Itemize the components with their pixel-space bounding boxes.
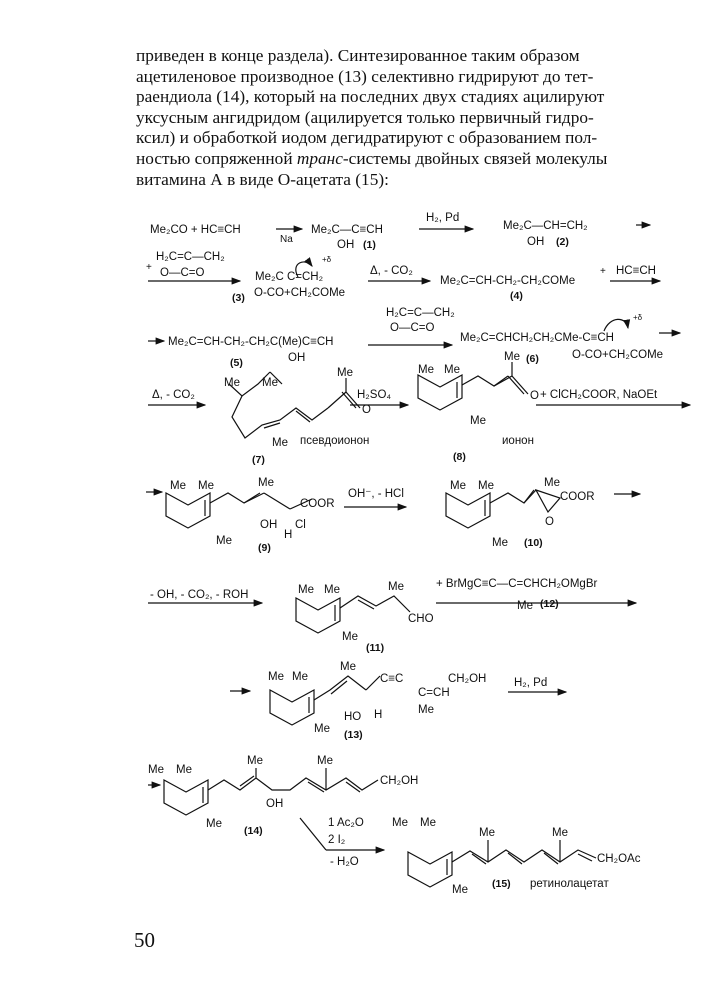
compound-number: (6) xyxy=(526,353,539,365)
reagent-label: 2 I₂ xyxy=(328,834,346,846)
alkene-label: C=CH xyxy=(418,687,450,699)
italic-term: транс xyxy=(296,148,343,168)
compound-number: (9) xyxy=(258,542,271,554)
ester-label: COOR xyxy=(300,498,335,510)
hydroxyl-label: OH xyxy=(527,236,545,248)
bond xyxy=(452,850,596,862)
methyl-label: Me xyxy=(292,671,308,683)
methyl-label: Me xyxy=(198,480,214,492)
electron-arrow xyxy=(604,319,628,331)
double-bond xyxy=(358,600,374,609)
bond xyxy=(512,376,528,394)
compound-formula: Me₂C=CH-CH₂-CH₂COMe xyxy=(440,275,576,287)
bond xyxy=(314,676,366,700)
methyl-label: Me xyxy=(418,364,434,376)
text-line: раендиола (14), который на последних двух стадиях ацилируют xyxy=(136,87,605,107)
charge-label: +δ xyxy=(322,255,332,264)
acetoxymethyl-label: CH₂OAc xyxy=(597,853,641,865)
compound-formula: Me₂C C=CH₂ xyxy=(255,271,324,283)
methyl-label: Me xyxy=(470,415,486,427)
compound-number: (8) xyxy=(453,451,466,463)
oxygen-label: O xyxy=(530,390,539,402)
methyl-label: Me xyxy=(206,818,222,830)
methyl-label: Me xyxy=(324,584,340,596)
reagent-formula: O—C=O xyxy=(160,267,205,279)
hydrogen-label: H xyxy=(374,709,383,721)
reagent-label: - OH, - CO₂, - ROH xyxy=(150,589,249,601)
cyclohexene-ring xyxy=(166,493,210,528)
compound-number: (10) xyxy=(524,537,543,549)
text-segment: -системы двойных связей молекулы xyxy=(342,148,608,168)
alkyne-label: C≡C xyxy=(380,673,404,685)
methyl-label: Me xyxy=(420,817,436,829)
compound-formula: Me₂C—CH=CH₂ xyxy=(503,220,588,232)
hydroxyl-label: OH xyxy=(288,352,306,364)
reagent-formula: HC≡CH xyxy=(616,265,656,277)
compound-formula: Me₂C=CH-CH₂-CH₂C(Me)C≡CH xyxy=(168,336,334,348)
compound-name: псевдоионон xyxy=(300,435,370,447)
chlorine-label: Cl xyxy=(295,519,306,531)
cyclohexene-ring xyxy=(270,690,314,725)
methyl-label: Me xyxy=(517,600,533,612)
hydroxymethyl-label: CH₂OH xyxy=(448,673,487,685)
hydroxyl-label: OH xyxy=(260,519,278,531)
compound-number: (5) xyxy=(230,357,243,369)
methyl-label: Me xyxy=(170,480,186,492)
reagent-label: + BrMgC≡C—C=CHCH₂OMgBr xyxy=(436,578,598,590)
compound-number: (12) xyxy=(540,598,559,610)
methyl-label: Me xyxy=(268,671,284,683)
methyl-label: Me xyxy=(478,480,494,492)
bond xyxy=(232,396,328,438)
reagent-label: 1 Ac₂O xyxy=(328,817,364,829)
compound-number: (4) xyxy=(510,290,523,302)
methyl-label: Me xyxy=(298,584,314,596)
reaction-arrow-line xyxy=(300,818,326,850)
hydroxyl-label: OH xyxy=(337,239,355,251)
plus-sign: + xyxy=(146,262,152,273)
methyl-label: Me xyxy=(388,581,404,593)
bond xyxy=(366,676,380,690)
compound-number: (11) xyxy=(366,642,385,654)
methyl-label: Me xyxy=(492,537,508,549)
methyl-label: Me xyxy=(544,477,560,489)
methyl-label: Me xyxy=(444,364,460,376)
double-bond xyxy=(544,853,558,864)
double-bond xyxy=(524,490,534,503)
methyl-label: Me xyxy=(216,535,232,547)
reagent-formula: H₂C=C—CH₂ xyxy=(386,307,455,319)
methyl-label: Me xyxy=(247,755,263,767)
reagent-formula: H₂C=C—CH₂ xyxy=(156,251,225,263)
oxygen-label: O xyxy=(362,404,371,416)
reagent-label: Δ, - CO₂ xyxy=(370,265,413,277)
compound-number: (15) xyxy=(492,878,511,890)
hydroxyl-label: HO xyxy=(344,711,362,723)
page-number: 50 xyxy=(134,928,155,952)
cyclohexene-ring xyxy=(408,852,452,887)
double-bond xyxy=(342,392,356,408)
methyl-label: Me xyxy=(317,755,333,767)
bond xyxy=(328,392,346,408)
compound-formula: Me₂C—C≡CH xyxy=(311,224,383,236)
double-bond xyxy=(244,493,260,503)
methyl-label: Me xyxy=(272,437,288,449)
text-line: витамина А в виде О-ацетата (15): xyxy=(136,169,389,189)
epoxide-ring xyxy=(536,490,560,512)
compound-number: (1) xyxy=(363,239,376,251)
methyl-label: Me xyxy=(258,477,274,489)
oxygen-label: O xyxy=(545,516,554,528)
reactants-label: Me₂CO + HC≡CH xyxy=(150,224,241,236)
methyl-label: Me xyxy=(342,631,358,643)
double-bond xyxy=(508,376,524,394)
compound-number: (14) xyxy=(244,825,263,837)
text-line: уксусным ангидридом (ацилируется только первичный гидро- xyxy=(136,107,594,127)
compound-number: (13) xyxy=(344,729,363,741)
text-line: приведен в конце раздела). Синтезированное таким образом xyxy=(136,46,580,65)
bond xyxy=(340,596,410,612)
charge-label: +δ xyxy=(633,313,643,322)
reagent-label: Δ, - CO₂ xyxy=(152,389,195,401)
reagent-label: + ClCH₂COOR, NaOEt xyxy=(540,389,658,401)
reagent-label: Na xyxy=(280,234,293,245)
reagent-formula: O—C=O xyxy=(390,322,435,334)
reagent-label: OH⁻, - HCl xyxy=(348,488,404,500)
methyl-label: Me xyxy=(552,827,568,839)
cyclohexene-ring xyxy=(446,493,490,528)
text-segment: ностью сопряженной xyxy=(136,148,297,168)
plus-sign: + xyxy=(600,266,606,277)
aldehyde-label: CHO xyxy=(408,613,434,625)
methyl-label: Me xyxy=(479,827,495,839)
reagent-label: H₂, Pd xyxy=(426,212,460,224)
compound-formula: O-CO+CH₂COMe xyxy=(572,349,664,361)
cyclohexene-ring xyxy=(164,780,208,815)
hydrogen-label: H xyxy=(284,529,293,541)
compound-number: (7) xyxy=(252,454,265,466)
methyl-label: Me xyxy=(148,764,164,776)
compound-formula: O-CO+CH₂COMe xyxy=(254,287,346,299)
bond xyxy=(462,376,512,386)
bond xyxy=(210,493,264,503)
bond xyxy=(208,778,378,790)
bond xyxy=(264,493,290,509)
methyl-label: Me xyxy=(452,884,468,896)
reagent-label: - H₂O xyxy=(330,856,359,868)
text-line: ксил) и обработкой иодом дегидратируют с образованием пол- xyxy=(136,128,598,148)
hydroxymethyl-label: CH₂OH xyxy=(380,775,419,787)
methyl-label: Me xyxy=(224,377,240,389)
hydroxyl-label: OH xyxy=(266,798,284,810)
methyl-label: Me xyxy=(176,764,192,776)
methyl-label: Me xyxy=(392,817,408,829)
ester-label: COOR xyxy=(560,491,595,503)
compound-number: (3) xyxy=(232,292,245,304)
cyclohexene-ring xyxy=(418,375,462,410)
cyclohexene-ring xyxy=(296,598,340,633)
compound-name: ионон xyxy=(502,435,534,447)
double-bond xyxy=(508,853,522,864)
reagent-label: H₂, Pd xyxy=(514,677,548,689)
text-line: ацетиленовое производное (13) селективно гидрируют до тет- xyxy=(136,66,594,86)
reagent-label: H₂SO₄ xyxy=(357,389,392,401)
methyl-label: Me xyxy=(340,661,356,673)
compound-number: (2) xyxy=(556,236,569,248)
methyl-label: Me xyxy=(504,351,520,363)
compound-name: ретинолацетат xyxy=(530,878,609,890)
methyl-label: Me xyxy=(337,367,353,379)
methyl-label: Me xyxy=(314,723,330,735)
double-bond xyxy=(494,376,508,386)
methyl-label: Me xyxy=(418,704,434,716)
methyl-label: Me xyxy=(450,480,466,492)
methyl-label: Me xyxy=(262,377,278,389)
compound-formula: Me₂C=CHCH₂CH₂CMe-C≡CH xyxy=(460,332,614,344)
